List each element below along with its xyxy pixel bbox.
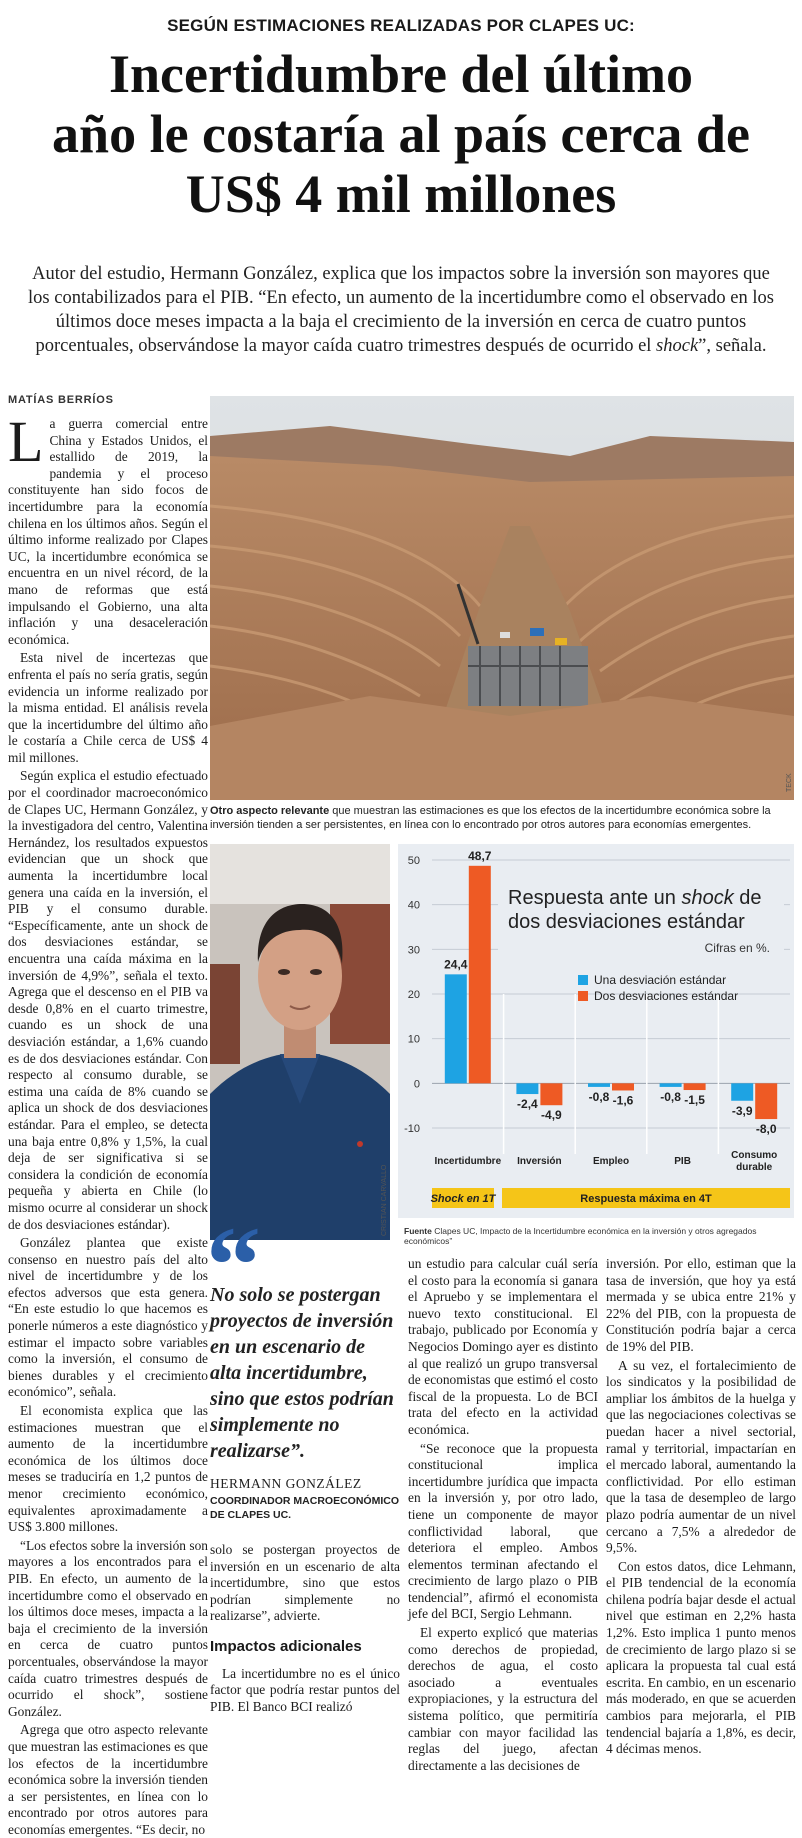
legend-swatch xyxy=(578,975,588,985)
chart-subtitle: Cifras en %. xyxy=(704,941,770,955)
paragraph: “Se reconoce que la propuesta constitucional implica incertidumbre jurídica que impacta en la inversión y, por otro lado, tiene un componente de mayor conflictividad laboral, que deteriora el empleo. Ambos elementos terminan afectando el crecimiento de largo plazo o PIB tendencial”, afirmó el economista jefe del BCI, Sergio Lehmann. xyxy=(408,1440,598,1622)
chart-title xyxy=(508,887,762,909)
chart-title-line-2: dos desviaciones estándar xyxy=(508,911,745,933)
data-label: -4,9 xyxy=(541,1108,562,1123)
chart-title-part-1: Respuesta ante un xyxy=(508,887,682,909)
category-label: Inversión xyxy=(517,1156,562,1167)
chart-title-italic: shock xyxy=(681,887,734,909)
bar xyxy=(540,1083,562,1105)
dropcap: L xyxy=(8,409,44,474)
column-1 xyxy=(8,409,208,1837)
paragraph: solo se postergan proyectos de inversión en un escenario de alta incertidumbre, sino que estos podrían simplemente no realizarse”, advierte. xyxy=(210,1542,400,1624)
bar xyxy=(588,1083,610,1087)
data-label: -3,9 xyxy=(731,1103,753,1118)
chart-source-label: Fuente xyxy=(404,1226,432,1236)
mine-photo-graphic xyxy=(210,396,794,800)
y-tick-label: 10 xyxy=(407,1033,420,1046)
chart-legend xyxy=(578,973,738,1003)
category-label: PIB xyxy=(674,1156,691,1167)
data-label: 24,4 xyxy=(444,957,468,972)
column-4 xyxy=(606,1256,796,1757)
paragraph: Según explica el estudio efectuado por el coordinador macroeconómico de Clapes UC, Hermann González, y la investigadora del centro, Valentina Hernández, los resultados expuestos evidencian que un shock que aumenta la incertidumbre local genera una caída en la inversión, el PIB y el consumo durable. “Específicamente, ante un shock de dos desviaciones estándar, se encuentra una caída máxima en la inversión de 4,9%”, señala el texto. Agrega que el descenso en el PIB va desde 0,8% en el cuarto trimestre, cuando es un shock de una desviación estándar, a 1,6% cuando es de dos desviaciones estándar. Con respecto al consumo durable, se estima una caída de 8% cuando se aplica un shock de dos desviaciones estándar. Para el empleo, se detecta una baja entre 0,8% y 1,5%, la cual deja de ser significativa si se considera la condición de economía pequeña y abierta en Chile (lo mismo ocurre al considerar un shock de dos desviaciones estándar). xyxy=(8,768,208,1232)
quote-icon: “ xyxy=(206,1204,261,1326)
person-photo xyxy=(210,844,390,1240)
deck-italic: shock xyxy=(656,336,699,356)
paragraph: La incertidumbre no es el único factor que podría restar puntos del PIB. El Banco BCI realizó xyxy=(210,1665,400,1714)
y-tick-label: 0 xyxy=(413,1078,420,1091)
data-label: -1,5 xyxy=(684,1093,705,1108)
chart-category-dividers xyxy=(504,994,719,1154)
photo-caption xyxy=(210,804,794,832)
headline-line-2: año le costaría al país cerca de xyxy=(52,104,750,164)
caption-text: que muestran las estimaciones es que los efectos de la incertidumbre económica sobre la inversión tienden a ser persistentes, en línea con lo encontrado por otros autores para economías emergentes. xyxy=(210,805,771,831)
subheading: Impactos adicionales xyxy=(210,1637,362,1655)
deck xyxy=(22,262,780,358)
category-label: Incertidumbre xyxy=(434,1156,502,1167)
paragraph: Con estos datos, dice Lehmann, el PIB tendencial de la economía chilena podría bajar desde el actual nivel que estiman en 2,2% hasta 1,2%. Esto implica 1 punto menos de crecimiento de largo plazo si se aplicara la propuesta tal cual está escrita. En cambio, en un escenario más moderado, en que se acuerden cambios para mejorarla, el PIB tendencial bajaría a 1,8%, es decir, 4 décimas menos. xyxy=(606,1558,796,1757)
legend-swatch xyxy=(578,991,588,1001)
data-label: 48,7 xyxy=(468,848,492,863)
data-label: -0,8 xyxy=(588,1089,610,1104)
legend-label: Una desviación estándar xyxy=(594,973,727,987)
category-label: Empleo xyxy=(592,1156,630,1167)
bar xyxy=(445,974,467,1083)
footer-left-label: Shock en 1T xyxy=(430,1193,496,1205)
y-tick-label: 30 xyxy=(407,944,420,957)
chart xyxy=(398,844,794,1218)
y-tick-label: 50 xyxy=(407,855,420,867)
column-3 xyxy=(408,1256,598,1773)
bar xyxy=(684,1083,706,1090)
chart-source-text: Clapes UC, Impacto de la Incertidumbre económica en la inversión y otros agregados económicos” xyxy=(404,1226,757,1246)
footer-right-label: Respuesta máxima en 4T xyxy=(580,1193,712,1205)
chart-footer xyxy=(431,1188,790,1208)
headline-line-1: Incertidumbre del último xyxy=(109,44,693,104)
data-label: -2,4 xyxy=(517,1097,538,1112)
headline xyxy=(20,44,782,224)
data-label: -0,8 xyxy=(660,1089,681,1104)
bar xyxy=(516,1083,538,1094)
paragraph: González plantea que existe consenso en nuestro país del alto nivel de incertidumbre y de los efectos adversos que esta genera. “En este estudio lo que hacemos es ponerle números a este diagnóstico y estimar el impacto sobre variables como la inversión, el consumo de bienes durables y el crecimiento económico”, señala. xyxy=(8,1235,208,1400)
paragraph: A su vez, el fortalecimiento de los sindicatos y la posibilidad de ampliar los ámbitos de la huelga y que las negociaciones colectivas se puedan hacer a nivel sectorial, ramal y territorial, impactarían en el mercado laboral, aumentando la conflictividad. Por ello estiman que la tasa de desempleo de largo plazo podría aumentar de un nivel cercano a 7,5% a alrededor de 9,5%. xyxy=(606,1357,796,1556)
paragraph: Esta nivel de incertezas que enfrenta el país no sería gratis, según evidencia un informe realizado por la misma entidad. El análisis revela que la incertidumbre del último año le costaría a Chile cerca de US$ 4 mil millones. xyxy=(8,650,208,765)
paragraph: un estudio para calcular cuál sería el costo para la economía si ganara el Apruebo y se implementara el nuevo texto constitucional. El trabajo, publicado por Economía y Negocios Domingo ayer es distinto al que realizó un grupo transversal de economistas que estimó el costo fiscal de la propuesta. Lo de BCI trata del efecto en la actividad económica. xyxy=(408,1256,598,1437)
category-label: Consumo xyxy=(731,1150,778,1161)
category-label: durable xyxy=(736,1162,773,1173)
y-tick-label: 20 xyxy=(407,989,420,1001)
pullquote-role: COORDINADOR MACROECONÓMICO DE CLAPES UC. xyxy=(210,1495,399,1521)
chart-title-part-2: de xyxy=(733,887,762,909)
paragraph: inversión. Por ello, estiman que la tasa de inversión, que hoy ya está mermada y se ubica entre 21% y 22% del PIB, con la propuesta de Constitución podría bajar a cerca de 19% del PIB. xyxy=(606,1256,796,1354)
chart-svg xyxy=(398,844,794,1218)
caption-lead: Otro aspecto relevante xyxy=(210,805,330,817)
person-photo-graphic xyxy=(210,844,390,1240)
deck-part-1: Autor del estudio, Hermann González, explica que los impactos sobre la inversión son mayores que los contabilizados para el PIB. “En efecto, un aumento de la incertidumbre como el observado en los últimos doce meses impacta a la baja el crecimiento de la inversión en cerca de cuatro puntos porcentuales, observándose la mayor caída cuatro trimestres después de ocurrido el xyxy=(28,264,774,356)
paragraph: Agrega que otro aspecto relevante que muestran las estimaciones es que los efectos de la incertidumbre económica sobre la inversión tienden a ser persistentes, en línea con lo encontrado por otros autores para economías emergentes. “Es decir, no xyxy=(8,1722,208,1837)
byline: MATÍAS BERRÍOS xyxy=(8,394,114,406)
bar xyxy=(612,1083,634,1090)
pullquote: No solo se postergan proyectos de inversión en un escenario de alta incertidumbre, sino que estos podrían simplemente no realizarse”. xyxy=(210,1284,394,1462)
bar xyxy=(755,1083,777,1119)
bar xyxy=(731,1083,753,1100)
kicker: SEGÚN ESTIMACIONES REALIZADAS POR CLAPES UC: xyxy=(167,16,635,35)
photo-credit-person: CRISTIAN CARVALLO xyxy=(381,1164,388,1236)
chart-source xyxy=(404,1226,794,1246)
y-tick-label: 40 xyxy=(407,899,420,912)
bar xyxy=(660,1083,682,1087)
paragraph-text: a guerra comercial entre China y Estados Unidos, el estallido de 2019, la pandemia y el proceso constituyente han sido focos de incertidumbre para la economía chilena en los últimos años. Según el último informe realizado por Clapes UC, la incertidumbre económica se encuentra en un nivel récord, de la mano de reformas que está impulsando el Gobierno, una alta inflación y una desaceleración económica. xyxy=(8,416,208,647)
headline-line-3: US$ 4 mil millones xyxy=(185,164,617,224)
paragraph xyxy=(8,409,208,648)
paragraph: “Los efectos sobre la inversión son mayores a los encontrados para el PIB. En efecto, un aumento de la incertidumbre como el observado en los últimos doce meses, impacta a la baja el crecimiento de la inversión en cerca de cuatro puntos porcentuales, observándose la mayor caída cuatro trimestres después de ocurrido el shock”, sostiene González. xyxy=(8,1537,208,1719)
mine-photo xyxy=(210,396,794,800)
pullquote-author: HERMANN GONZÁLEZ xyxy=(210,1476,362,1491)
column-2 xyxy=(210,1542,400,1722)
paragraph: El economista explica que las estimaciones muestran que el aumento de la incertidumbre económica de los últimos doce meses se traduciría en 1,2 puntos de menor crecimiento económico, equivalentes aproximadamente a US$ 3.800 millones. xyxy=(8,1403,208,1535)
paragraph: El experto explicó que materias como derechos de propiedad, derechos de agua, el costo asociado a eventuales expropiaciones, y la estructura del sistema político, que permitiría cambiar con mayor facilidad las reglas del juego, afectan directamente a las decisiones de xyxy=(408,1625,598,1773)
photo-credit-mine: TECK xyxy=(786,773,793,792)
y-tick-label: -10 xyxy=(404,1123,420,1135)
legend-label: Dos desviaciones estándar xyxy=(594,989,739,1003)
bar xyxy=(469,866,491,1084)
data-label: -8,0 xyxy=(755,1122,777,1137)
data-label: -1,6 xyxy=(612,1093,634,1108)
deck-part-2: ”, señala. xyxy=(698,336,767,356)
